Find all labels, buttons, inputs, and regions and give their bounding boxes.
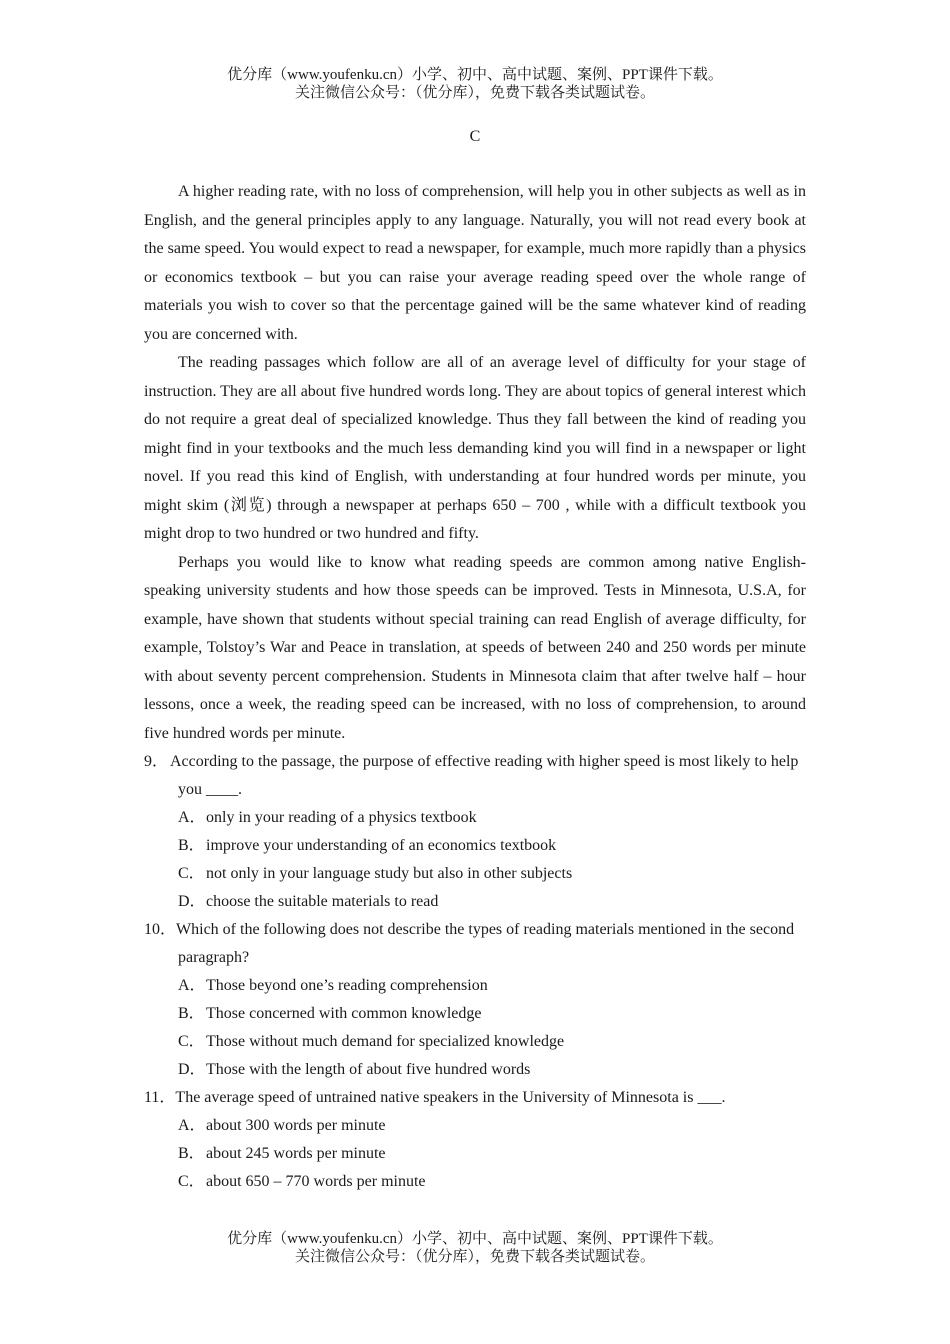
option-text: about 650 – 770 words per minute [206,1173,426,1190]
option-c[interactable] [144,1168,806,1196]
option-list [144,972,806,1084]
question-stem [144,1084,806,1112]
footer-line-1: 优分库（www.youfenku.cn）小学、初中、高中试题、案例、PPT课件下载。 [227,1231,723,1247]
option-text: Those concerned with common knowledge [206,1005,482,1022]
option-text: not only in your language study but also in other subjects [206,865,573,882]
question-text: The average speed of untrained native speakers in the University of Minnesota is ___. [175,1089,726,1106]
option-letter: A． [178,977,206,994]
option-d[interactable] [144,888,806,916]
question-text: According to the passage, the purpose of effective reading with higher speed is most likely to help you ____. [170,753,799,798]
option-list [144,804,806,916]
option-c[interactable] [144,1028,806,1056]
question-number: 9． [144,753,169,770]
option-letter: B． [178,837,205,854]
question-list [144,748,806,1196]
question-stem [144,748,806,804]
option-b[interactable] [144,1000,806,1028]
question-9 [144,748,806,916]
option-list [144,1112,806,1196]
option-letter: C． [178,1033,205,1050]
option-letter: D． [178,1061,206,1078]
document-body [144,178,806,1196]
question-number: 10． [144,921,177,938]
passage-paragraph: A higher reading rate, with no loss of comprehension, will help you in other subjects as well as in English, and the general principles apply to any language. Naturally, you will not read every book at the same speed. You would expect to read a newspaper, for example, much more rapidly than a physics or economics textbook – but you can raise your average reading speed over the whole range of materials you wish to cover so that the percentage gained will be the same whatever kind of reading you are concerned with. [144,183,806,343]
passage-paragraph: Perhaps you would like to know what reading speeds are common among native English-speaking university students and how those speeds can be improved. Tests in Minnesota, U.S.A, for example, have shown that students without special training can read English of average difficulty, for example, Tolstoy’s War and Peace in translation, at speeds of between 240 and 250 words per minute with about seventy percent comprehension. Students in Minnesota claim that after twelve half – hour lessons, once a week, the reading speed can be increased, with no loss of comprehension, to around five hundred words per minute. [144,553,806,742]
passage-paragraph: The reading passages which follow are all of an average level of difficulty for your stage of instruction. They are all about five hundred words long. They are about topics of general interest which do not require a great deal of specialized knowledge. Thus they fall between the kind of reading you might find in your textbooks and the much less demanding kind you will find in a newspaper or light novel. If you read this kind of English, with understanding at four hundred words per minute, you might skim (浏览) through a newspaper at perhaps 650 – 700 , while with a difficult textbook you might drop to two hundred or two hundred and fifty. [144,354,806,542]
option-a[interactable] [144,1112,806,1140]
option-letter: A． [178,809,206,826]
option-c[interactable] [144,860,806,888]
section-label: C [469,128,481,145]
option-a[interactable] [144,972,806,1000]
option-b[interactable] [144,1140,806,1168]
option-d[interactable] [144,1056,806,1084]
option-letter: D． [178,893,206,910]
header-line-2: 关注微信公众号：（优分库），免费下载各类试题试卷。 [294,85,655,101]
option-text: choose the suitable materials to read [206,893,439,910]
header-line-1: 优分库（www.youfenku.cn）小学、初中、高中试题、案例、PPT课件下载。 [227,67,723,83]
option-b[interactable] [144,832,806,860]
option-letter: A． [178,1117,206,1134]
option-text: Those with the length of about five hundred words [206,1061,531,1078]
option-text: Those beyond one’s reading comprehension [206,977,488,994]
question-11 [144,1084,806,1196]
page-footer [0,1230,950,1266]
reading-passage [144,178,806,748]
option-text: about 245 words per minute [206,1145,386,1162]
option-text: improve your understanding of an economics textbook [206,837,557,854]
option-a[interactable] [144,804,806,832]
question-number: 11． [144,1089,176,1106]
option-text: Those without much demand for specialized knowledge [206,1033,565,1050]
option-text: about 300 words per minute [206,1117,386,1134]
option-letter: C． [178,865,205,882]
option-letter: B． [178,1145,205,1162]
footer-line-2: 关注微信公众号：（优分库），免费下载各类试题试卷。 [294,1249,655,1265]
option-text: only in your reading of a physics textbook [206,809,477,826]
question-text: Which of the following does not describe the types of reading materials mentioned in the second paragraph? [176,921,795,966]
question-10 [144,916,806,1084]
option-letter: C． [178,1173,205,1190]
page-header [0,66,950,102]
option-letter: B． [178,1005,205,1022]
question-stem [144,916,806,972]
